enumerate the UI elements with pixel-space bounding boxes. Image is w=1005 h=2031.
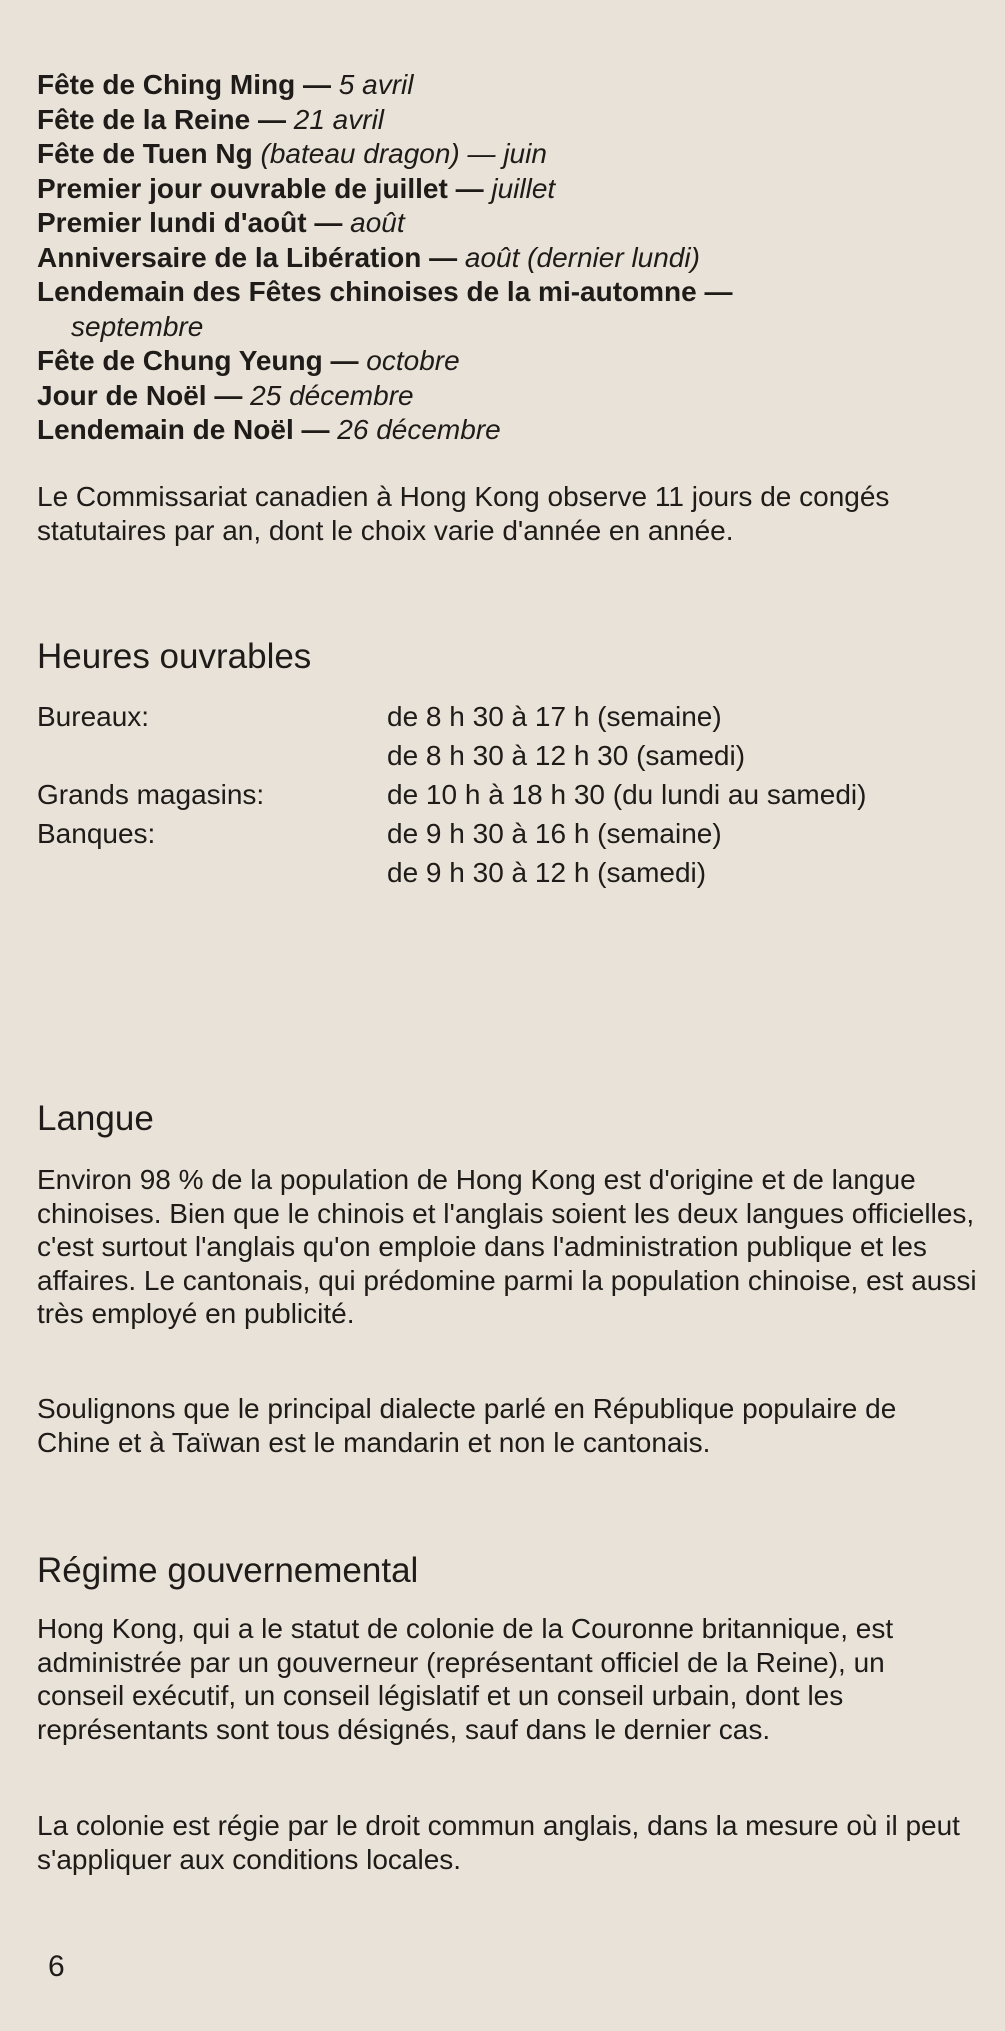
hours-value: de 8 h 30 à 12 h 30 (samedi) <box>387 740 746 771</box>
hours-label: Grands magasins: <box>37 779 265 810</box>
holiday-item: Premier jour ouvrable de juillet — juillet <box>37 172 556 204</box>
holiday-item: Fête de la Reine — 21 avril <box>37 103 385 135</box>
langue-paragraph-2: Soulignons que le principal dialecte parlé en République populaire de Chine et à Taïwan est le mandarin et non le cantonais. <box>37 1393 897 1458</box>
page-number: 6 <box>48 1950 65 1983</box>
holiday-item: Lendemain des Fêtes chinoises de la mi-automne — septembre <box>37 276 733 342</box>
hours-label: Bureaux: <box>37 701 150 732</box>
holiday-item: Premier lundi d'août — août <box>37 207 405 238</box>
holiday-item: Lendemain de Noël — 26 décembre <box>37 414 501 445</box>
hours-row <box>37 817 977 895</box>
hours-label: Banques: <box>37 818 156 849</box>
hours-value: de 8 h 30 à 17 h (semaine) <box>387 701 722 732</box>
holiday-item: Jour de Noël — 25 décembre <box>37 379 414 411</box>
hours-row <box>37 778 977 817</box>
commissariat-note: Le Commissariat canadien à Hong Kong observe 11 jours de congés statutaires par an, dont le choix varie d'année en année. <box>37 481 890 546</box>
hours-value: de 9 h 30 à 12 h (samedi) <box>387 857 707 888</box>
section-heading-hours: Heures ouvrables <box>37 637 312 676</box>
holiday-item: Fête de Ching Ming — 5 avril <box>37 69 414 100</box>
section-heading-langue: Langue <box>37 1099 154 1138</box>
holiday-item: Fête de Tuen Ng (bateau dragon) — juin <box>37 138 547 169</box>
regime-paragraph-1: Hong Kong, qui a le statut de colonie de la Couronne britannique, est administrée par un gouverneur (représentant officiel de la Reine), un conseil exécutif, un conseil législatif et un conseil urbain, dont les représentants sont tous désignés, sauf dans le dernier cas. <box>37 1613 894 1745</box>
section-heading-regime: Régime gouvernemental <box>37 1551 419 1590</box>
holiday-item: Anniversaire de la Libération — août (dernier lundi) <box>37 241 700 273</box>
hours-value: de 10 h à 18 h 30 (du lundi au samedi) <box>387 779 867 810</box>
hours-row <box>37 700 977 778</box>
regime-paragraph-2: La colonie est régie par le droit commun anglais, dans la mesure où il peut s'appliquer aux conditions locales. <box>37 1810 960 1875</box>
holiday-item: Fête de Chung Yeung — octobre <box>37 345 460 376</box>
langue-paragraph-1: Environ 98 % de la population de Hong Kong est d'origine et de langue chinoises. Bien que le chinois et l'anglais soient les deux langues officielles, c'est surtout l'anglais qu'on emploie dans l'administration publique et les affaires. Le cantonais, qui prédomine parmi la population chinoise, est aussi très employé en publicité. <box>37 1164 977 1329</box>
hours-table <box>37 700 977 895</box>
holiday-list <box>37 68 977 448</box>
hours-value: de 9 h 30 à 16 h (semaine) <box>387 818 722 849</box>
